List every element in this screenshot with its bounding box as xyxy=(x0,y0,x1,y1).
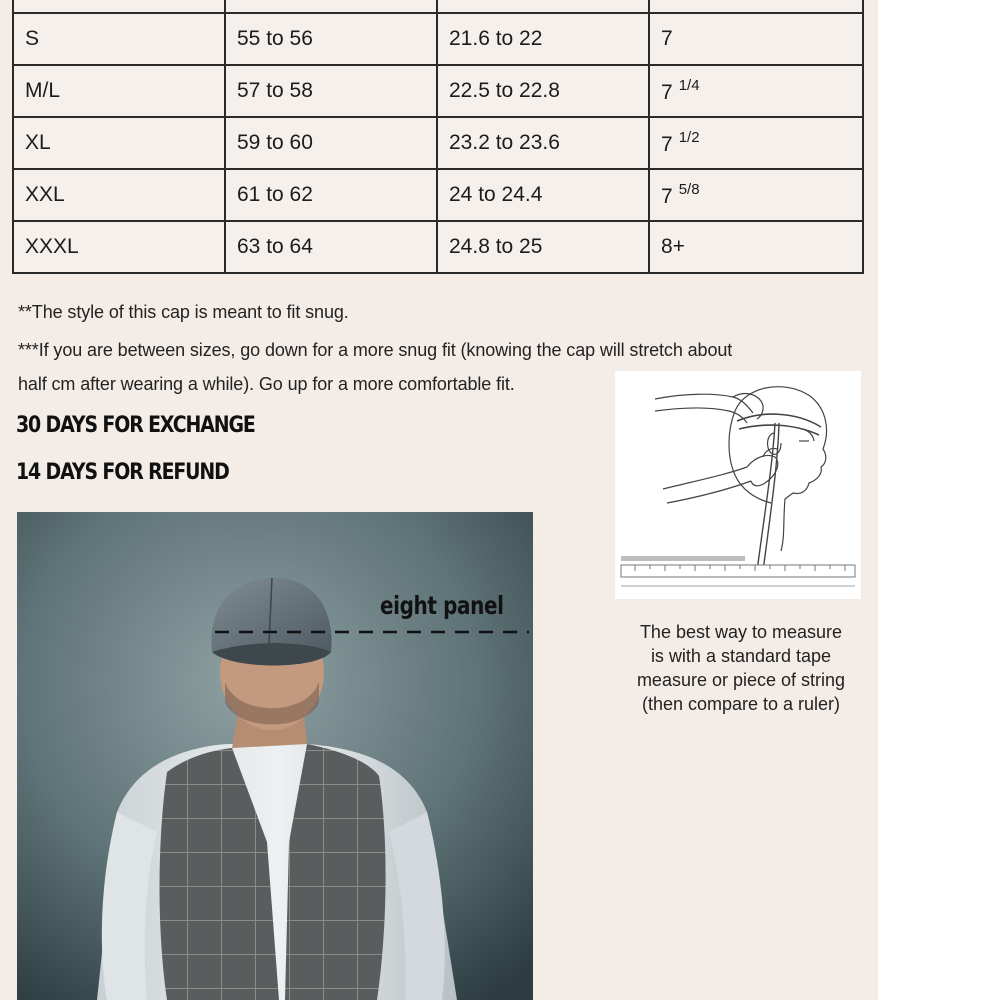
table-row xyxy=(13,65,863,117)
table-row xyxy=(13,13,863,65)
inches-cell: 22.5 to 22.8 xyxy=(437,65,649,117)
us-size-value: 7 xyxy=(661,27,673,50)
measure-caption-line: The best way to measure xyxy=(639,622,843,642)
size-chart-table xyxy=(12,0,864,274)
us-size-fraction: 1/4 xyxy=(678,77,700,94)
refund-policy: 14 DAYS FOR REFUND xyxy=(16,460,229,485)
model-photo-image xyxy=(17,512,533,1000)
between-sizes-note-line2: half cm after wearing a while). Go up for a more comfortable fit. xyxy=(18,374,515,394)
us-size-cell xyxy=(649,221,863,273)
between-sizes-note-line1: ***If you are between sizes, go down for a more snug fit (knowing the cap will stretch about xyxy=(18,340,733,360)
us-size-fraction: 5/8 xyxy=(678,181,700,198)
us-size-value: 7 xyxy=(661,133,673,156)
us-size-value: 8+ xyxy=(661,235,685,258)
measure-caption xyxy=(596,620,886,716)
size-cell: S xyxy=(13,13,225,65)
table-row xyxy=(13,221,863,273)
head-measurement-drawing xyxy=(615,371,861,599)
model-photo xyxy=(17,512,533,1000)
us-size-cell xyxy=(649,117,863,169)
us-size-value: 7 xyxy=(661,185,673,208)
measure-caption-line: is with a standard tape xyxy=(650,646,832,666)
size-cell: XL xyxy=(13,117,225,169)
table-header-cell xyxy=(649,0,863,13)
table-header-cell xyxy=(225,0,437,13)
cm-cell: 55 to 56 xyxy=(225,13,437,65)
inches-cell: 24 to 24.4 xyxy=(437,169,649,221)
table-header-row xyxy=(13,0,863,13)
table-row xyxy=(13,169,863,221)
table-header-cell xyxy=(13,0,225,13)
size-cell: M/L xyxy=(13,65,225,117)
cm-cell: 57 to 58 xyxy=(225,65,437,117)
table-header-cell xyxy=(437,0,649,13)
inches-cell: 23.2 to 23.6 xyxy=(437,117,649,169)
measure-caption-line: (then compare to a ruler) xyxy=(641,694,841,714)
us-size-fraction: 1/2 xyxy=(678,129,700,146)
us-size-cell xyxy=(649,169,863,221)
measure-caption-line: measure or piece of string xyxy=(636,670,846,690)
cm-cell: 59 to 60 xyxy=(225,117,437,169)
head-measurement-illustration xyxy=(615,371,861,599)
size-cell: XXL xyxy=(13,169,225,221)
us-size-cell xyxy=(649,13,863,65)
ruler-icon xyxy=(621,556,855,587)
eight-panel-label: eight panel xyxy=(380,591,504,620)
us-size-value: 7 xyxy=(661,81,673,104)
cm-cell: 63 to 64 xyxy=(225,221,437,273)
exchange-policy: 30 DAYS FOR EXCHANGE xyxy=(16,413,255,438)
us-size-cell xyxy=(649,65,863,117)
size-cell: XXXL xyxy=(13,221,225,273)
inches-cell: 24.8 to 25 xyxy=(437,221,649,273)
table-row xyxy=(13,117,863,169)
inches-cell: 21.6 to 22 xyxy=(437,13,649,65)
cm-cell: 61 to 62 xyxy=(225,169,437,221)
fit-note: **The style of this cap is meant to fit snug. xyxy=(18,302,349,322)
